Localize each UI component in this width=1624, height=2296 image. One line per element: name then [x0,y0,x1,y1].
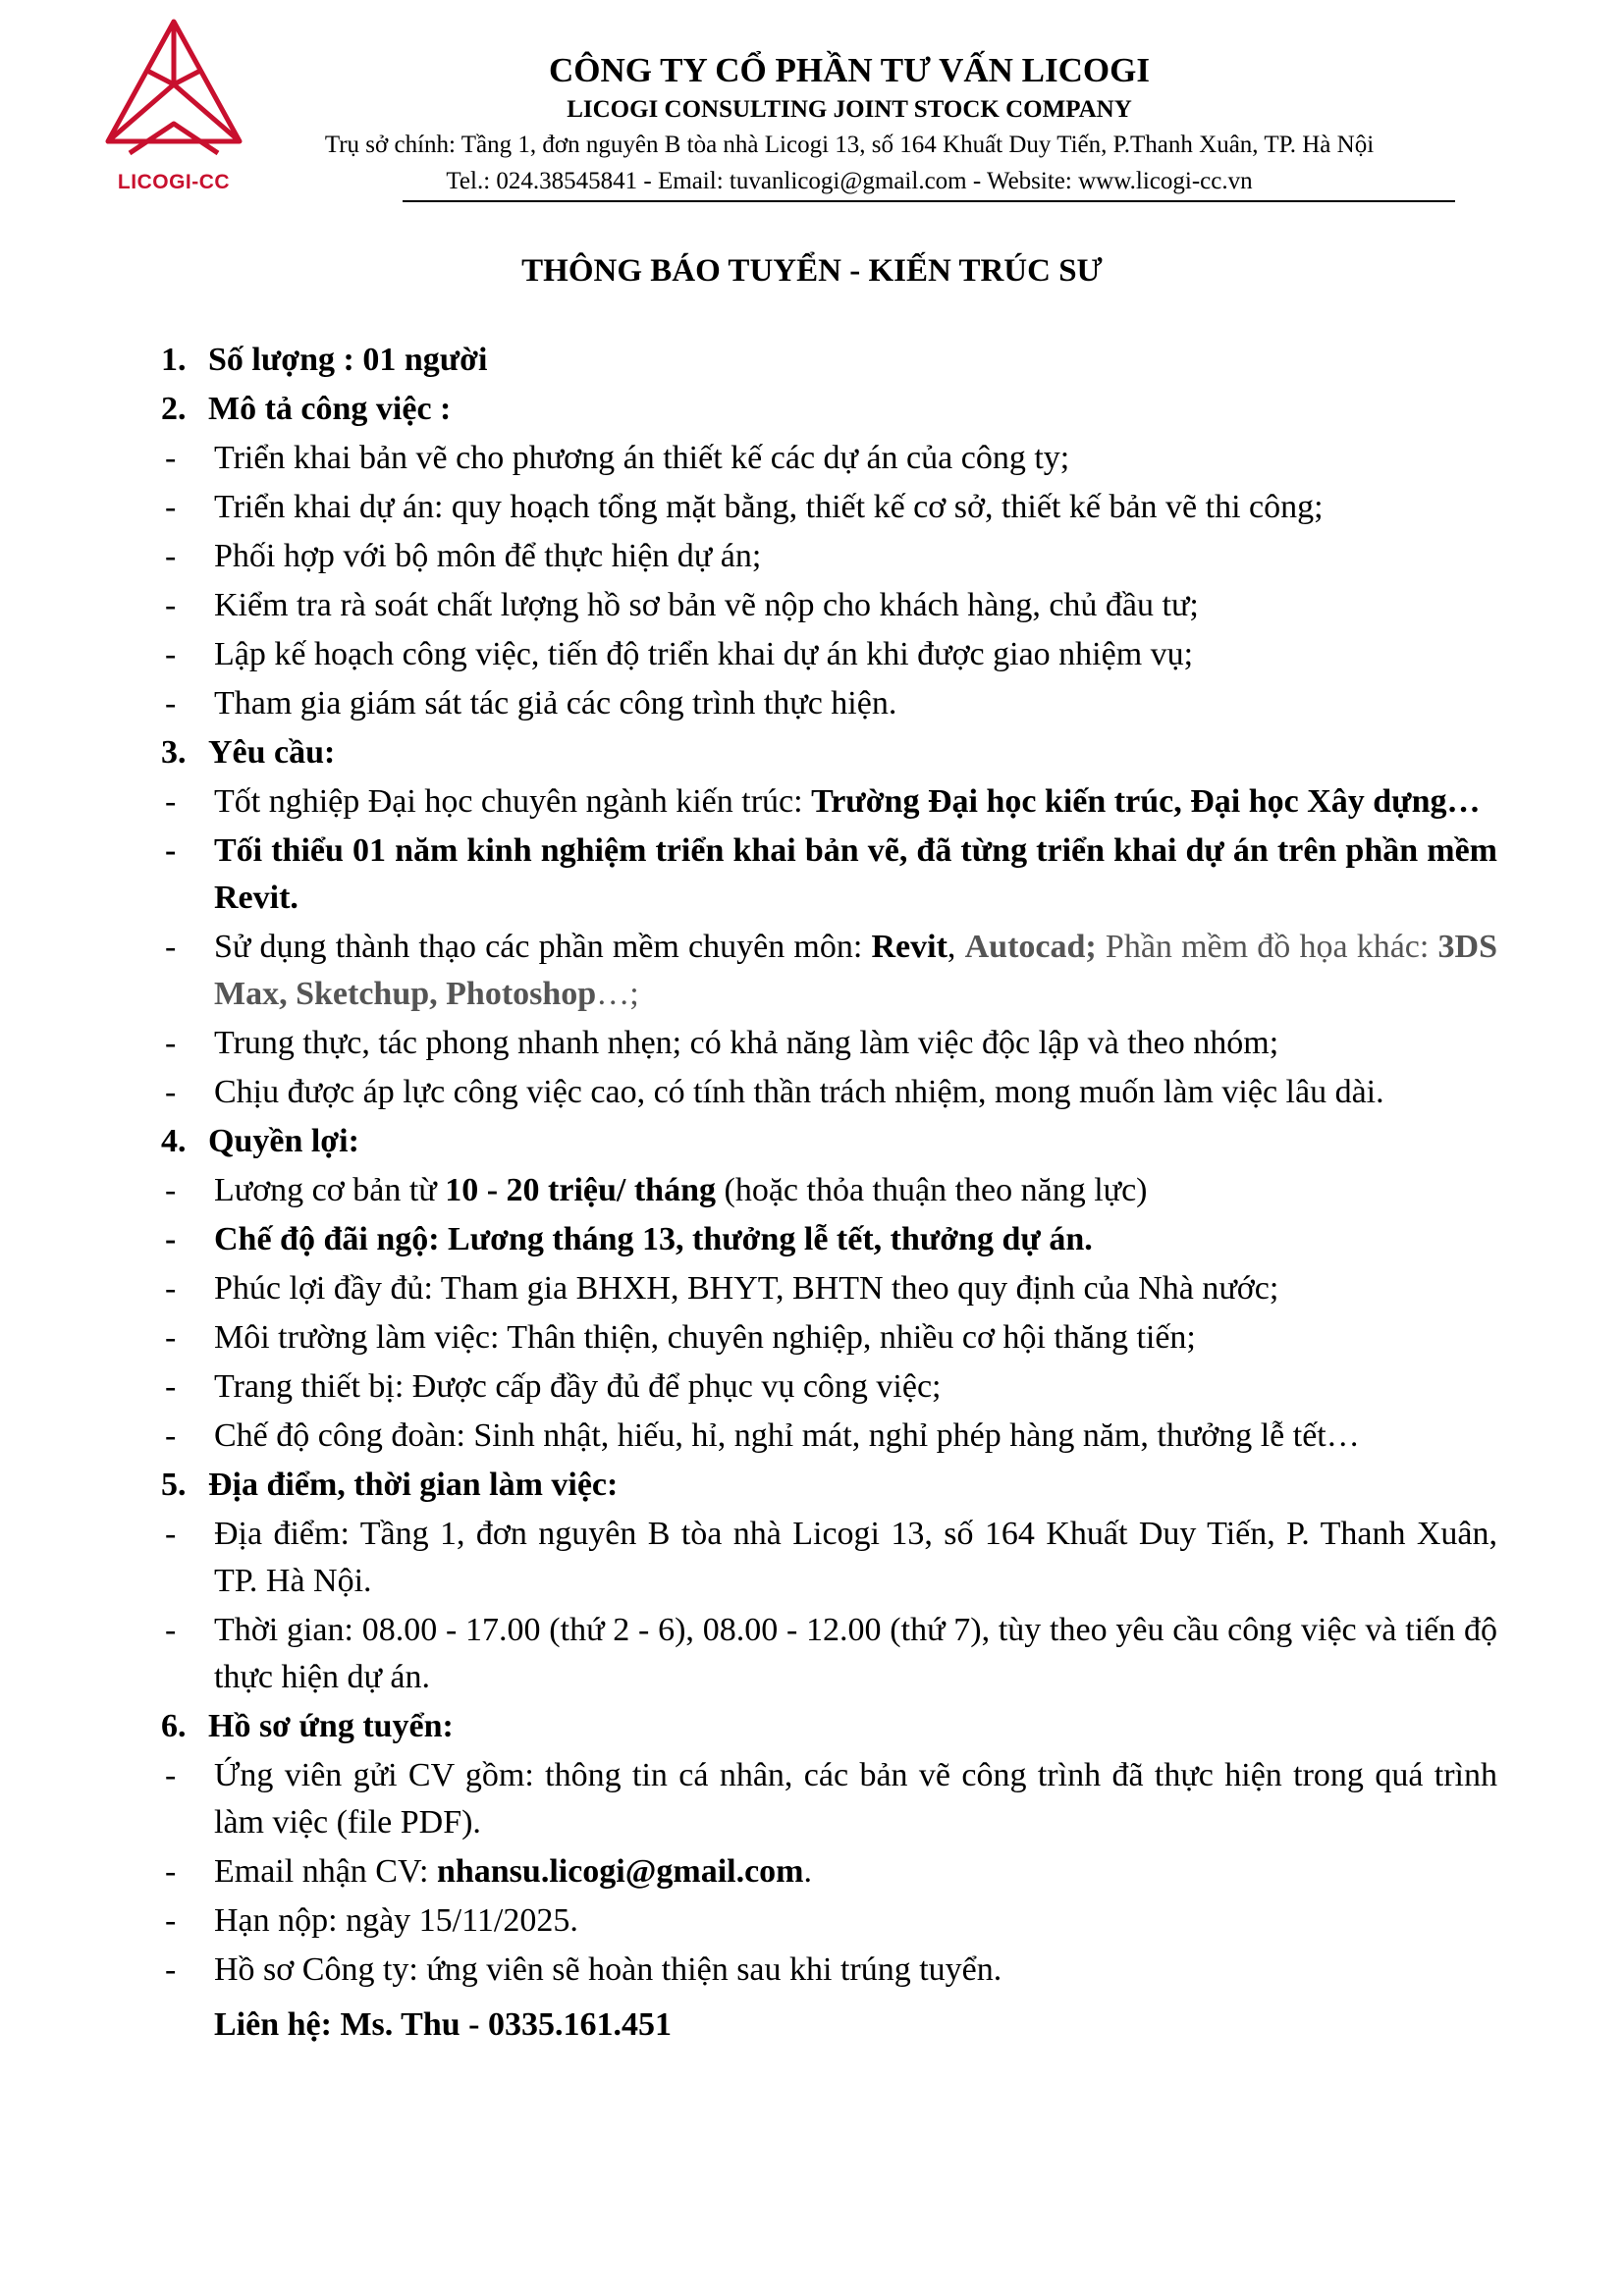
list-item: - Sử dụng thành thạo các phần mềm chuyên môn: Revit, Autocad; Phần mềm đồ họa khác: 3DS Max, Sketchup, Photoshop…; [165,929,1497,1012]
list-item: - Thời gian: 08.00 - 17.00 (thứ 2 - 6), 08.00 - 12.00 (thứ 7), tùy theo yêu cầu công việc và tiến độ thực hiện dự án. [165,1612,1497,1695]
list-item: - Hạn nộp: ngày 15/11/2025. [165,1902,578,1939]
section-benefits: 4. Quyền lợi: [161,1123,359,1159]
list-item: - Tối thiểu 01 năm kinh nghiệm triển khai bản vẽ, đã từng triển khai dự án trên phần mềm Revit. [165,832,1497,916]
section-job-description: 2. Mô tả công việc : [161,391,452,427]
contact-line: Liên hệ: Ms. Thu - 0335.161.451 [214,2006,672,2043]
list-item: - Trang thiết bị: Được cấp đầy đủ để phục vụ công việc; [165,1368,942,1405]
list-item: - Tốt nghiệp Đại học chuyên ngành kiến trúc: Trường Đại học kiến trúc, Đại học Xây dựng… [165,783,1481,820]
list-item: - Trung thực, tác phong nhanh nhẹn; có khả năng làm việc độc lập và theo nhóm; [165,1025,1279,1061]
section-requirements: 3. Yêu cầu: [161,734,336,771]
section-heading: Địa điểm, thời gian làm việc: [208,1467,619,1503]
list-item: - Chế độ công đoàn: Sinh nhật, hiếu, hỉ, nghỉ mát, nghỉ phép hàng năm, thưởng lễ tết… [165,1417,1360,1454]
list-item: - Phối hợp với bộ môn để thực hiện dự án; [165,538,762,574]
list-item: - Chế độ đãi ngộ: Lương tháng 13, thưởng lễ tết, thưởng dự án. [165,1221,1093,1257]
header-divider [403,200,1455,202]
section-location-time: 5. Địa điểm, thời gian làm việc: [161,1467,619,1503]
section-quantity: 1. Số lượng : 01 người [161,342,488,378]
list-item: - Triển khai dự án: quy hoạch tổng mặt bằng, thiết kế cơ sở, thiết kế bản vẽ thi công; [165,489,1324,525]
company-name-en: LICOGI CONSULTING JOINT STOCK COMPANY [567,96,1132,123]
list-item: - Môi trường làm việc: Thân thiện, chuyên nghiệp, nhiều cơ hội thăng tiến; [165,1319,1196,1356]
page-title: THÔNG BÁO TUYỂN - KIẾN TRÚC SƯ [521,253,1103,289]
list-item: - Địa điểm: Tầng 1, đơn nguyên B tòa nhà Licogi 13, số 164 Khuất Duy Tiến, P. Thanh Xuân, TP. Hà Nội. [165,1516,1497,1599]
list-item: - Kiểm tra rà soát chất lượng hồ sơ bản vẽ nộp cho khách hàng, chủ đầu tư; [165,587,1199,623]
list-item: - Tham gia giám sát tác giả các công trình thực hiện. [165,685,897,721]
section-heading: Yêu cầu: [208,734,336,771]
company-address: Trụ sở chính: Tầng 1, đơn nguyên B tòa nhà Licogi 13, số 164 Khuất Duy Tiến, P.Thanh Xuân, TP. Hà Nội [324,132,1375,158]
list-item: - Triển khai bản vẽ cho phương án thiết kế các dự án của công ty; [165,440,1070,476]
list-item: - Ứng viên gửi CV gồm: thông tin cá nhân, các bản vẽ công trình đã thực hiện trong quá trình làm việc (file PDF). [165,1757,1497,1841]
list-item: - Hồ sơ Công ty: ứng viên sẽ hoàn thiện sau khi trúng tuyển. [165,1951,1002,1988]
company-contact: Tel.: 024.38545841 - Email: tuvanlicogi@gmail.com - Website: www.licogi-cc.vn [446,168,1253,194]
section-application: 6. Hồ sơ ứng tuyển: [161,1708,454,1744]
list-item: - Lương cơ bản từ 10 - 20 triệu/ tháng (hoặc thỏa thuận theo năng lực) [165,1172,1148,1208]
company-logo [90,14,257,200]
logo-text: LICOGI-CC [117,171,231,193]
list-item: - Chịu được áp lực công việc cao, có tính thần trách nhiệm, mong muốn làm việc lâu dài. [165,1074,1384,1110]
list-item: - Phúc lợi đầy đủ: Tham gia BHXH, BHYT, BHTN theo quy định của Nhà nước; [165,1270,1279,1307]
document-body [157,337,1497,2049]
licogi-logo-icon [90,14,257,171]
company-name-vn: CÔNG TY CỔ PHẦN TƯ VẤN LICOGI [549,51,1150,89]
section-heading: Mô tả công việc : [208,391,452,427]
section-heading: Quyền lợi: [208,1123,359,1159]
application-email: nhansu.licogi@gmail.com [436,1853,804,1890]
list-item: - Email nhận CV: nhansu.licogi@gmail.com. [165,1853,813,1890]
section-heading: Hồ sơ ứng tuyển: [208,1708,454,1744]
section-heading: Số lượng : 01 người [208,342,488,378]
list-item: - Lập kế hoạch công việc, tiến độ triển khai dự án khi được giao nhiệm vụ; [165,636,1194,672]
